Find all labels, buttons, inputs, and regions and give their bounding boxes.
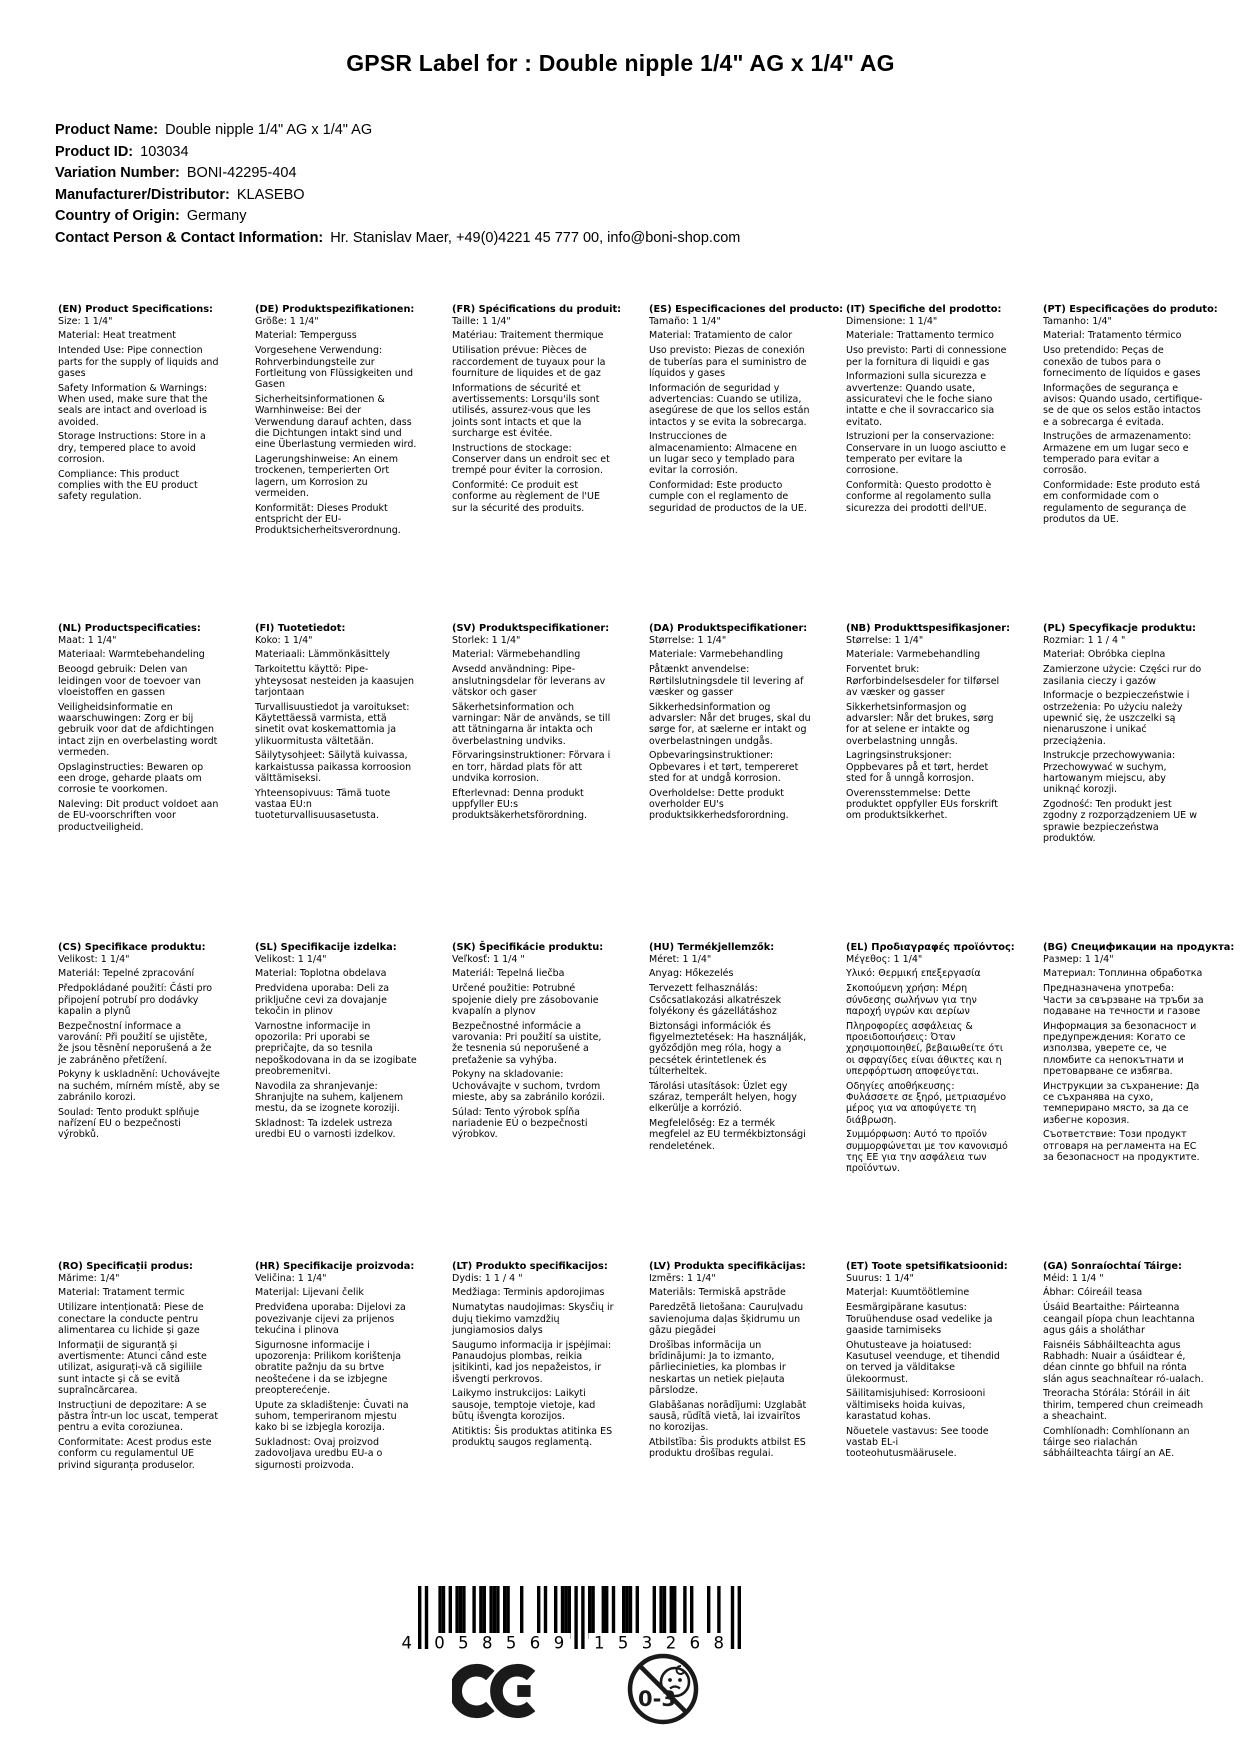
lang-section-paragraph: Dydis: 1 1 / 4 " <box>452 1272 523 1284</box>
lang-section-hr <box>255 1261 436 1580</box>
lang-section-paragraph: Conformitate: Acest produs este conform cu regulamentul UE privind siguranța produselor. <box>58 1437 212 1471</box>
lang-section-paragraph: Sukladnost: Ovaj proizvod zadovoljava uredbu EU-a o sigurnosti proizvoda. <box>255 1437 383 1471</box>
lang-section-paragraph: Sikkerhedsinformation og advarsler: Når det bruges, skal du sørge for, at sælerne er intakt og overbelastningen undgås. <box>649 701 811 747</box>
lang-section-paragraph: Úsáid Beartaithe: Páirteanna ceangail píopa chun leachtanna agus gáis a sholáthar <box>1043 1302 1195 1336</box>
lang-section-paragraph: Glabāšanas norādījumi: Uzglabāt sausā, rūdītā vietā, lai izvairītos no korozijas. <box>649 1399 807 1434</box>
lang-section-paragraph: Atbilstība: Šis produkts atbilst ES produktu drošības regulai. <box>649 1437 806 1460</box>
lang-section-paragraph: Dimensione: 1 1/4" <box>846 315 938 327</box>
lang-section-lt <box>452 1261 633 1580</box>
lang-section-paragraph: Lagerungshinweise: An einem trockenen, temperierten Ort lagern, um Korrosion zu vermeiden. <box>255 453 399 499</box>
lang-section-paragraph: Materiale: Trattamento termico <box>846 330 994 342</box>
lang-section-paragraph: Materiale: Varmebehandling <box>846 649 981 661</box>
lang-section-paragraph: Materiál: Tepelné zpracování <box>58 968 195 980</box>
product-info <box>55 120 740 249</box>
product-info-line <box>55 206 740 228</box>
lang-section-sk <box>452 942 633 1261</box>
language-specs-grid <box>58 304 1235 1580</box>
lang-section-sv <box>452 623 633 942</box>
lang-section-paragraph: Uso pretendido: Peças de conexão de tubos para o fornecimento de líquidos e gases <box>1043 345 1201 379</box>
lang-section-de <box>255 304 436 623</box>
lang-section-es <box>649 304 844 623</box>
lang-section-paragraph: Efterlevnad: Denna produkt uppfyller EU:s produktsäkerhetsförordning. <box>452 787 588 822</box>
lang-section-paragraph: Turvallisuustiedot ja varoitukset: Käytettäessä varmista, että sinetit ovat koskemattomia ja ylikuormitusta vältetään. <box>255 701 410 747</box>
lang-section-paragraph: Materiāls: Termiskā apstrāde <box>649 1287 786 1299</box>
lang-section-header: (SL) Specifikacije izdelka: <box>255 942 397 953</box>
lang-section-paragraph: Mărime: 1/4" <box>58 1272 120 1284</box>
lang-section-paragraph: Material: Tratamento térmico <box>1043 330 1182 342</box>
lang-section-paragraph: Treoracha Stórála: Stóráil in áit thirim, tempered chun creimeadh a sheachaint. <box>1043 1388 1204 1422</box>
lang-section-paragraph: Forventet bruk: Rørforbindelsesdeler for tilførsel av væsker og gasser <box>846 664 1000 698</box>
lang-section-paragraph: Megfelelőség: Ez a termék megfelel az EU termékbiztonsági rendeletének. <box>649 1118 806 1152</box>
lang-section-nl <box>58 623 239 942</box>
lang-section-paragraph: Uso previsto: Parti di connessione per la fornitura di liquidi e gas <box>846 345 1007 368</box>
lang-section-paragraph: Uso previsto: Piezas de conexión de tuberías para el suministro de líquidos y gases <box>649 345 807 379</box>
lang-section-paragraph: Material: Värmebehandling <box>452 649 581 661</box>
barcode-digits: 4 <box>401 1633 412 1653</box>
lang-section-paragraph: Συμμόρφωση: Αυτό το προϊόν συμμορφώνεται με τον κανονισμό της ΕΕ για την ασφάλεια των προϊόντων. <box>846 1129 1008 1175</box>
lang-section-paragraph: Opslaginstructies: Bewaren op een droge, geharde plaats om corrosie te voorkomen. <box>58 761 204 796</box>
lang-section-paragraph: Размер: 1 1/4" <box>1043 953 1114 965</box>
lang-section-paragraph: Material: Temperguss <box>255 330 357 342</box>
lang-section-en <box>58 304 239 623</box>
lang-section-paragraph: Veličina: 1 1/4" <box>255 1272 327 1284</box>
lang-section-lv <box>649 1261 830 1580</box>
lang-section-paragraph: Σκοπούμενη χρήση: Μέρη σύνδεσης σωλήνων για την παροχή υγρών και αερίων <box>846 983 977 1017</box>
lang-section-paragraph: Yhteensopivuus: Tämä tuote vastaa EU:n tuoteturvallisuusasetusta. <box>255 787 391 822</box>
lang-section-pl <box>1043 623 1224 942</box>
lang-section-paragraph: Navodila za shranjevanje: Shranjujte na suhem, kaljenem mestu, da se izognete koroziji. <box>255 1080 404 1115</box>
lang-section-paragraph: Sicherheitsinformationen & Warnhinweise: Bei der Verwendung darauf achten, dass die Dichtungen intakt sind und eine Überlastung vermieden wird. <box>255 393 417 451</box>
product-info-value: 103034 <box>140 143 189 160</box>
lang-section-paragraph: Safety Information & Warnings: When used, make sure that the seals are intact and overload is avoided. <box>58 382 208 428</box>
lang-section-header: (DE) Produktspezifikationen: <box>255 304 415 315</box>
lang-section-paragraph: Informacje o bezpieczeństwie i ostrzeżenia: Po użyciu należy upewnić się, że uszczelki są nienaruszone i unikać przeciążenia. <box>1043 690 1190 747</box>
lang-section-paragraph: Bezpečnostní informace a varování: Při použití se ujistěte, že jsou těsnění neporušená a že je zabráněno přetížení. <box>58 1020 212 1066</box>
lang-section-paragraph: Izmērs: 1 1/4" <box>649 1272 716 1284</box>
lang-section-paragraph: Utilizare intenționată: Piese de conectare la conducte pentru alimentarea cu lichide și gaze <box>58 1302 204 1336</box>
lang-section-paragraph: Μέγεθος: 1 1/4" <box>846 953 923 965</box>
lang-section-paragraph: Medžiaga: Terminis apdorojimas <box>452 1287 605 1299</box>
lang-section-paragraph: Conformité: Ce produit est conforme au règlement de l'UE sur la sécurité des produits. <box>452 480 600 514</box>
lang-section-paragraph: Saugumo informacija ir įspėjimai: Panaudojus plombas, reikia įsitikinti, kad jos nepažeistos, ir išvengti perkrovos. <box>452 1339 612 1385</box>
lang-section-paragraph: Материал: Топлинна обработка <box>1043 968 1203 980</box>
lang-section-header: (LT) Produkto specifikacijos: <box>452 1261 608 1272</box>
lang-section-paragraph: Istruzioni per la conservazione: Conservare in un luogo asciutto e temperato per evitare la corrosione. <box>846 431 1007 477</box>
lang-section-paragraph: Predviđena uporaba: Dijelovi za povezivanje cijevi za prijenos tekućina i plinova <box>255 1302 406 1336</box>
lang-section-paragraph: Lagringsinstruksjoner: Oppbevares på et tørt, herdet sted for å unngå korrosjon. <box>846 750 989 784</box>
lang-section-paragraph: Storage Instructions: Store in a dry, tempered place to avoid corrosion. <box>58 431 206 465</box>
lang-section-paragraph: Opbevaringsinstruktioner: Opbevares i et tørt, tempereret sted for at undgå korrosion. <box>649 750 799 784</box>
lang-section-pt <box>1043 304 1224 623</box>
lang-section-paragraph: Πληροφορίες ασφάλειας & προειδοποιήσεις: Όταν χρησιμοποιηθεί, βεβαιωθείτε ότι οι σφραγίδες είναι άθικτες και η υπερφόρτωση αποφεύγεται. <box>846 1020 1004 1077</box>
product-info-line <box>55 142 740 164</box>
lang-section-paragraph: Materiał: Obróbka cieplna <box>1043 649 1166 661</box>
lang-section-paragraph: Material: Tratament termic <box>58 1287 185 1299</box>
lang-section-paragraph: Biztonsági információk és figyelmeztetések: Ha használják, győződjön meg róla, hogy a pecsétek érintetlenek és túlterheltek. <box>649 1020 807 1077</box>
lang-section-header: (LV) Produkta specifikācijas: <box>649 1261 806 1272</box>
lang-section-paragraph: Conformità: Questo prodotto è conforme al regolamento sulla sicurezza dei prodotti dell'UE. <box>846 480 992 514</box>
lang-section-paragraph: Materjal: Kuumtöötlemine <box>846 1287 970 1299</box>
product-info-value: Germany <box>186 208 247 224</box>
lang-section-paragraph: Ábhar: Cóireáil teasa <box>1043 1287 1143 1299</box>
lang-section-header: (BG) Спецификации на продукта: <box>1043 942 1235 953</box>
lang-section-paragraph: Informations de sécurité et avertissements: Lorsqu'ils sont utilisés, assurez-vous que les joints sont intacts et que la surcharge est évitée. <box>452 382 600 439</box>
age-range-label: 0-3 <box>638 1687 676 1711</box>
lang-section-bg <box>1043 942 1235 1261</box>
lang-section-paragraph: Säkerhetsinformation och varningar: När de används, se till att tätningarna är intakta och överbelastning undviks. <box>452 701 611 747</box>
lang-section-paragraph: Instruções de armazenamento: Armazene em um lugar seco e temperado para evitar a corrosão. <box>1043 431 1192 477</box>
lang-section-paragraph: Instrucțiuni de depozitare: A se păstra într-un loc uscat, temperat pentru a evita coroziunea. <box>58 1399 219 1434</box>
lang-section-paragraph: Storlek: 1 1/4" <box>452 634 521 646</box>
product-info-line <box>55 228 740 250</box>
lang-section-paragraph: Atitiktis: Šis produktas atitinka ES produktų saugos reglamentą. <box>452 1425 613 1449</box>
lang-section-paragraph: Størrelse: 1 1/4" <box>846 634 924 646</box>
lang-section-paragraph: Avsedd användning: Pipe-anslutningsdelar för leverans av vätskor och gaser <box>452 664 606 698</box>
lang-section-ga <box>1043 1261 1224 1580</box>
lang-section-paragraph: Eesmärgipärane kasutus: Toruühenduse osad vedelike ja gaaside tarnimiseks <box>846 1302 993 1336</box>
lang-section-paragraph: Skladnost: Ta izdelek ustreza uredbi EU o varnosti izdelkov. <box>255 1118 396 1141</box>
lang-section-paragraph: Säilytysohjeet: Säilytä kuivassa, karkaistussa paikassa korroosion välttämiseksi. <box>255 750 412 784</box>
lang-section-paragraph: Veiligheidsinformatie en waarschuwingen: Zorg er bij gebruik voor dat de afdichtingen intact zijn en overbelasting wordt vermeden. <box>58 701 218 758</box>
lang-section-header: (ET) Toote spetsifikatsioonid: <box>846 1261 1008 1272</box>
lang-section-paragraph: Tamanho: 1/4" <box>1043 315 1112 327</box>
lang-section-header: (ES) Especificaciones del producto: <box>649 304 844 315</box>
lang-section-paragraph: Οδηγίες αποθήκευσης: Φυλάσσετε σε ξηρό, μετριασμένο μέρος για να αποφύγετε τη διάβρωση. <box>846 1080 1007 1126</box>
lang-section-hu <box>649 942 830 1261</box>
lang-section-header: (FI) Tuotetiedot: <box>255 623 346 634</box>
lang-section-header: (PL) Specyfikacje produktu: <box>1043 623 1196 634</box>
lang-section-paragraph: Soulad: Tento produkt splňuje nařízení EU o bezpečnosti výrobků. <box>58 1106 200 1141</box>
lang-section-paragraph: Información de seguridad y advertencias: Cuando se utiliza, asegúrese de que los sellos están intactos y se evita la sobrecarga. <box>649 382 810 428</box>
lang-section-paragraph: Zgodność: Ten produkt jest zgodny z rozporządzeniem UE w sprawie bezpieczeństwa produktów. <box>1043 799 1197 844</box>
lang-section-header: (DA) Produktspecifikationer: <box>649 623 808 634</box>
lang-section-header: (EN) Product Specifications: <box>58 304 213 315</box>
lang-section-it <box>846 304 1027 623</box>
lang-section-paragraph: Påtænkt anvendelse: Rørtilslutningsdele til levering af væsker og gasser <box>649 664 804 698</box>
lang-section-paragraph: Nõuetele vastavus: See toode vastab EL-i tooteohutusmäärusele. <box>846 1425 989 1460</box>
lang-section-paragraph: Naleving: Dit product voldoet aan de EU-voorschriften voor productveiligheid. <box>58 799 219 833</box>
lang-section-paragraph: Intended Use: Pipe connection parts for the supply of liquids and gases <box>58 345 219 379</box>
lang-section-paragraph: Instructions de stockage: Conserver dans un endroit sec et trempé pour éviter la corrosion. <box>452 442 610 477</box>
lang-section-header: (NL) Productspecificaties: <box>58 623 201 634</box>
lang-section-header: (HR) Specifikacije proizvoda: <box>255 1261 415 1272</box>
lang-section-paragraph: Taille: 1 1/4" <box>452 315 511 327</box>
lang-section-paragraph: Pokyny na skladovanie: Uchovávajte v suchom, tvrdom mieste, aby sa zabránilo korózii. <box>452 1069 606 1103</box>
lang-section-paragraph: Material: Toplotna obdelava <box>255 968 387 980</box>
product-info-label: Variation Number: <box>55 165 180 181</box>
ean13-barcode <box>378 1586 746 1657</box>
barcode-digits: 153268 <box>594 1633 724 1653</box>
lang-section-header: (EL) Προδιαγραφές προϊόντος: <box>846 942 1015 953</box>
lang-section-paragraph: Compliance: This product complies with the EU product safety regulation. <box>58 468 198 503</box>
lang-section-paragraph: Tervezett felhasználás: Csőcsatlakozási alkatrészek folyékony és gázellátáshoz <box>649 983 782 1017</box>
lang-section-paragraph: Size: 1 1/4" <box>58 315 113 327</box>
product-info-value: KLASEBO <box>236 186 305 203</box>
lang-section-paragraph: Materijal: Lijevani čelik <box>255 1287 364 1299</box>
lang-section-paragraph: Utilisation prévue: Pièces de raccordement de tuyaux pour la fourniture de liquides et de gaz <box>452 345 606 379</box>
lang-section-paragraph: Ohutusteave ja hoiatused: Kasutusel veenduge, et tihendid on terved ja välditakse ülekoormust. <box>846 1339 1000 1385</box>
lang-section-paragraph: Anyag: Hőkezelés <box>649 968 734 980</box>
lang-section-paragraph: Conformidade: Este produto está em conformidade com o regulamento de segurança de produtos da UE. <box>1043 480 1201 525</box>
lang-section-paragraph: Materiale: Varmebehandling <box>649 649 784 661</box>
product-info-value: Hr. Stanislav Maer, +49(0)4221 45 777 00, info@boni-shop.com <box>330 229 741 246</box>
lang-section-paragraph: Comhlíonadh: Comhlíonann an táirge seo rialachán sábháilteachta táirgí an AE. <box>1043 1425 1190 1460</box>
product-info-label: Contact Person & Contact Information: <box>55 229 324 246</box>
product-info-label: Product ID: <box>55 143 134 160</box>
lang-section-paragraph: Instrucciones de almacenamiento: Almacene en un lugar seco y templado para evitar la corrosión. <box>649 431 797 477</box>
lang-section-header: (GA) Sonraíochtaí Táirge: <box>1043 1261 1182 1272</box>
lang-section-paragraph: Vorgesehene Verwendung: Rohrverbindungsteile zur Fortleitung von Flüssigkeiten und Gasen <box>255 345 414 391</box>
lang-section-paragraph: Velikost: 1 1/4" <box>58 953 130 965</box>
product-info-label: Manufacturer/Distributor: <box>55 186 230 203</box>
lang-section-el <box>846 942 1027 1261</box>
lang-section-paragraph: Drošības informācija un brīdinājumi: Ja to izmanto, pārliecinieties, ka plombas ir neskartas un netiek pieļauta pārslodze. <box>649 1339 786 1396</box>
lang-section-paragraph: Informações de segurança e avisos: Quando usado, certifique-se de que os selos estão intactos e a sobrecarga é evitada. <box>1043 382 1203 428</box>
lang-section-header: (HU) Termékjellemzők: <box>649 942 775 953</box>
product-info-line <box>55 120 740 142</box>
lang-section-paragraph: Material: Heat treatment <box>58 330 177 342</box>
lang-section-paragraph: Predvidena uporaba: Deli za priključne cevi za dovajanje tekočin in plinov <box>255 983 390 1017</box>
lang-section-paragraph: Förvaringsinstruktioner: Förvara i en torr, härdad plats för att undvika korrosion. <box>452 750 611 784</box>
lang-section-paragraph: Overensstemmelse: Dette produktet oppfyller EUs forskrift om produktsikkerhet. <box>846 787 999 822</box>
lang-section-paragraph: Numatytas naudojimas: Skysčių ir dujų tiekimo vamzdžių jungiamosios dalys <box>452 1302 614 1336</box>
lang-section-cs <box>58 942 239 1261</box>
lang-section-paragraph: Paredzētā lietošana: Cauruļvadu savienojuma daļas šķidrumu un gāzu piegādei <box>649 1302 804 1336</box>
lang-section-header: (SK) Špecifikácie produktu: <box>452 942 604 953</box>
lang-section-paragraph: Materiaali: Lämmönkäsittely <box>255 649 391 661</box>
lang-section-paragraph: Předpokládané použití: Části pro připojení potrubí pro dodávky kapalin a plynů <box>58 983 213 1017</box>
lang-section-paragraph: Zamierzone użycie: Części rur do zasilania cieczy i gazów <box>1043 664 1202 687</box>
lang-section-paragraph: Koko: 1 1/4" <box>255 634 313 646</box>
lang-section-paragraph: Bezpečnostné informácie a varovania: Pri použití sa uistite, že tesnenia sú neporušené a preťaženie sa vyhýba. <box>452 1020 602 1066</box>
ce-mark-icon <box>452 1661 538 1725</box>
lang-section-paragraph: Materiaal: Warmtebehandeling <box>58 649 205 661</box>
lang-section-paragraph: Material: Tratamiento de calor <box>649 330 793 342</box>
page-title: GPSR Label for : Double nipple 1/4" AG x 1/4" AG <box>346 50 895 76</box>
lang-section-header: (FR) Spécifications du produit: <box>452 304 622 315</box>
lang-section-paragraph: Upute za skladištenje: Čuvati na suhom, temperiranom mjestu kako bi se izbjegla korozija. <box>255 1399 409 1434</box>
lang-section-paragraph: Faisnéis Sábháilteachta agus Rabhadh: Nuair a úsáidtear é, déan cinnte go bhfuil na rónta slán agus seachnaítear ró-ualach. <box>1043 1339 1204 1385</box>
lang-section-paragraph: Maat: 1 1/4" <box>58 634 117 646</box>
lang-section-paragraph: Информация за безопасност и предупреждения: Когато се използва, уверете се, че пломбите са непокътнати и претоварване се избягва. <box>1043 1020 1197 1077</box>
lang-section-paragraph: Υλικό: Θερμική επεξεργασία <box>846 968 981 980</box>
lang-section-header: (IT) Specifiche del prodotto: <box>846 304 1002 315</box>
product-info-line <box>55 185 740 207</box>
lang-section-paragraph: Méid: 1 1/4 " <box>1043 1272 1104 1284</box>
lang-section-header: (SV) Produktspecifikationer: <box>452 623 610 634</box>
barcode-digits: 058569 <box>434 1633 565 1653</box>
lang-section-paragraph: Informazioni sulla sicurezza e avvertenze: Quando usate, assicuratevi che le foche siano intatte e che il sovraccarico sia evitato. <box>846 371 995 428</box>
lang-section-paragraph: Инструкции за съхранение: Да се съхранява на сухо, темперирано място, за да се избегне корозия. <box>1043 1080 1200 1126</box>
lang-section-paragraph: Beoogd gebruik: Delen van leidingen voor de toevoer van vloeistoffen en gassen <box>58 664 201 698</box>
lang-section-paragraph: Tamaño: 1 1/4" <box>649 315 721 327</box>
lang-section-nb <box>846 623 1027 942</box>
lang-section-paragraph: Größe: 1 1/4" <box>255 315 319 327</box>
lang-section-header: (RO) Specificații produs: <box>58 1261 193 1272</box>
product-info-line <box>55 163 740 185</box>
lang-section-paragraph: Laikymo instrukcijos: Laikyti sausoje, temptoje vietoje, kad būtų išvengta korozijos. <box>452 1388 596 1422</box>
lang-section-ro <box>58 1261 239 1580</box>
lang-section-paragraph: Veľkosť: 1 1/4 " <box>452 953 525 965</box>
lang-section-paragraph: Tarkoitettu käyttö: Pipe-yhteysosat nesteiden ja kaasujen tarjontaan <box>255 664 414 698</box>
lang-section-paragraph: Instrukcje przechowywania: Przechowywać w suchym, hartowanym miejscu, aby uniknąć korozji. <box>1043 750 1176 796</box>
product-info-label: Country of Origin: <box>55 208 180 224</box>
lang-section-et <box>846 1261 1027 1580</box>
lang-section-sl <box>255 942 436 1261</box>
lang-section-fi <box>255 623 436 942</box>
lang-section-paragraph: Suurus: 1 1/4" <box>846 1272 914 1284</box>
lang-section-header: (NB) Produkttspesifikasjoner: <box>846 623 1010 634</box>
product-info-value: Double nipple 1/4" AG x 1/4" AG <box>165 122 373 138</box>
product-info-label: Product Name: <box>55 122 159 138</box>
lang-section-paragraph: Overholdelse: Dette produkt overholder EU's produktsikkerhedsforordning. <box>649 787 789 822</box>
lang-section-paragraph: Určené použitie: Potrubné spojenie diely pre zásobovanie kvapalín a plynov <box>452 983 599 1017</box>
lang-section-paragraph: Varnostne informacije in opozorila: Pri uporabi se prepričajte, da so tesnila nepoškodovana in da se izogibate preobremenitvi. <box>255 1020 417 1077</box>
lang-section-paragraph: Pokyny k uskladnění: Uchovávejte na suchém, mírném místě, aby se zabránilo korozi. <box>58 1069 221 1103</box>
product-info-value: BONI-42295-404 <box>186 165 297 181</box>
lang-section-paragraph: Konformität: Dieses Produkt entspricht der EU-Produktsicherheitsverordnung. <box>255 502 401 537</box>
age-warning-0-3-icon <box>624 1650 702 1732</box>
lang-section-da <box>649 623 830 942</box>
lang-section-paragraph: Säilitamisjuhised: Korrosiooni vältimiseks hoida kuivas, karastatud kohas. <box>846 1388 986 1422</box>
lang-section-header: (PT) Especificações do produto: <box>1043 304 1218 315</box>
lang-section-fr <box>452 304 633 623</box>
lang-section-paragraph: Предназначена употреба: Части за свързване на тръби за подаване на течности и газове <box>1043 983 1204 1017</box>
lang-section-paragraph: Съответствие: Този продукт отговаря на регламента на ЕС за безопасност на продуктите. <box>1043 1129 1200 1163</box>
lang-section-paragraph: Tárolási utasítások: Üzlet egy száraz, temperált helyen, hogy elkerülje a korrózió. <box>649 1080 797 1115</box>
lang-section-paragraph: Matériau: Traitement thermique <box>452 330 604 342</box>
lang-section-paragraph: Méret: 1 1/4" <box>649 953 712 965</box>
lang-section-paragraph: Súlad: Tento výrobok spĺňa nariadenie EÚ o bezpečnosti výrobkov. <box>452 1106 588 1141</box>
lang-section-paragraph: Materiál: Tepelná liečba <box>452 968 565 980</box>
lang-section-header: (CS) Specifikace produktu: <box>58 942 206 953</box>
lang-section-paragraph: Sigurnosne informacije i upozorenja: Prilikom korištenja obratite pažnju da su brtve neoštećene i da se izbjegne preopterećenje. <box>255 1339 402 1396</box>
lang-section-paragraph: Sikkerhetsinformasjon og advarsler: Når det brukes, sørg for at selene er intakte og overbelastning unngås. <box>846 701 994 747</box>
lang-section-paragraph: Rozmiar: 1 1 / 4 " <box>1043 634 1126 646</box>
lang-section-paragraph: Størrelse: 1 1/4" <box>649 634 727 646</box>
lang-section-paragraph: Informații de siguranță și avertismente: Atunci când este utilizat, asigurați-vă că sigiliile sunt intacte și că se evită supraîncărcarea. <box>58 1339 207 1396</box>
lang-section-paragraph: Velikost: 1 1/4" <box>255 953 327 965</box>
lang-section-paragraph: Conformidad: Este producto cumple con el reglamento de seguridad de productos de la UE. <box>649 480 807 514</box>
